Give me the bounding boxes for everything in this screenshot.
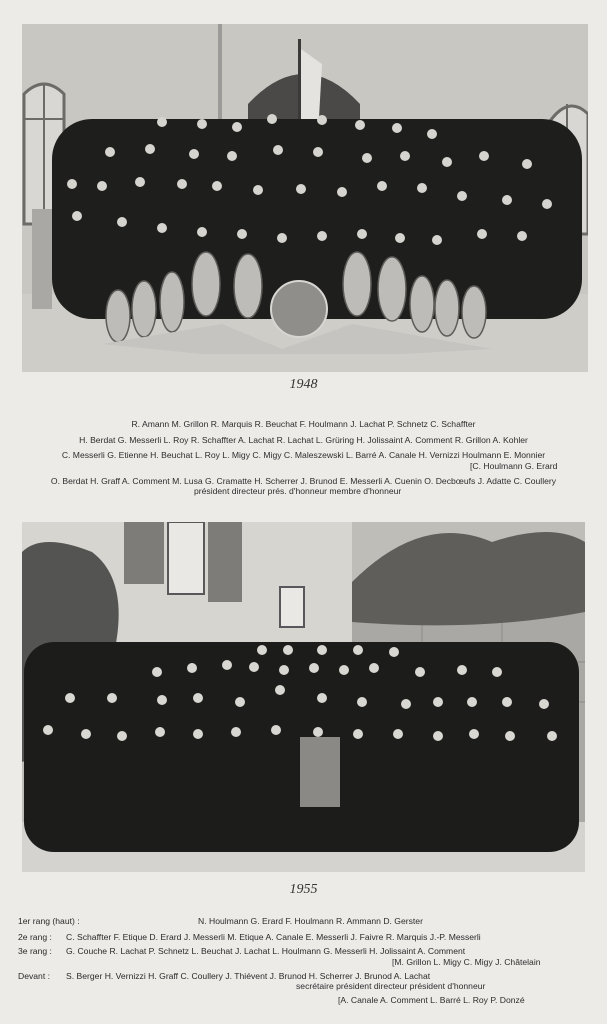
- caption-1955-row-4-sub: secrétaire président directeur président d'honneur: [296, 981, 486, 991]
- caption-1955-label-3: 3e rang :: [18, 946, 52, 956]
- caption-1948-row-4: O. Berdat H. Graff A. Comment M. Lusa G. Cramatte H. Scherrer J. Brunod E. Messerli A. Cuenin O. Decbœufs J. Adatte C. Coullery: [50, 476, 557, 486]
- caption-1948-row-3-extra: [C. Houlmann G. Erard: [470, 461, 558, 471]
- caption-1948-row-1: R. Amann M. Grillon R. Marquis R. Beuchat F. Houlmann J. Lachat P. Schnetz C. Schaffter: [131, 419, 476, 429]
- caption-1955-label-4: Devant :: [18, 971, 51, 981]
- caption-1955-row-4: S. Berger H. Vernizzi H. Graff C. Coullery J. Thiévent J. Brunod H. Scherrer J. Brunod A. Lachat: [66, 971, 431, 981]
- caption-1955-label-1: 1er rang (haut) :: [18, 916, 80, 926]
- photo-1948-year: 1948: [289, 377, 318, 392]
- caption-1955-row-1: N. Houlmann G. Erard F. Houlmann R. Ammann D. Gerster: [198, 916, 423, 926]
- photo-1948-band: [22, 24, 588, 372]
- photo-1955-year: 1955: [289, 882, 318, 897]
- caption-1955-label-2: 2e rang :: [18, 932, 52, 942]
- caption-1948-row-4-sub: président directeur prés. d'honneur membre d'honneur: [194, 486, 402, 496]
- caption-1955-row-5: [A. Canale A. Comment L. Barré L. Roy P. Donzé: [338, 995, 525, 1005]
- caption-1948-row-3: C. Messerli G. Etienne H. Beuchat L. Roy L. Migy C. Migy C. Maleszewski L. Barré A. Canale H. Vernizzi Houlmann E. Monnier: [61, 450, 546, 460]
- caption-1955-row-3-extra: [M. Grillon L. Migy C. Migy J. Châtelain: [392, 957, 541, 967]
- caption-1955-row-2: C. Schaffter F. Etique D. Erard J. Messerli M. Etique A. Canale E. Messerli J. Faivre R. Marquis J.-P. Messerli: [66, 932, 481, 942]
- photo-1955-band: [22, 522, 585, 872]
- caption-1955-row-3: G. Couche R. Lachat P. Schnetz L. Beuchat J. Lachat L. Houlmann G. Messerli H. Jolissaint A. Comment: [66, 946, 466, 956]
- caption-1948-row-2: H. Berdat G. Messerli L. Roy R. Schaffter A. Lachat R. Lachat L. Grüring H. Jolissaint A. Comment R. Grillon A. Kohler: [79, 435, 528, 445]
